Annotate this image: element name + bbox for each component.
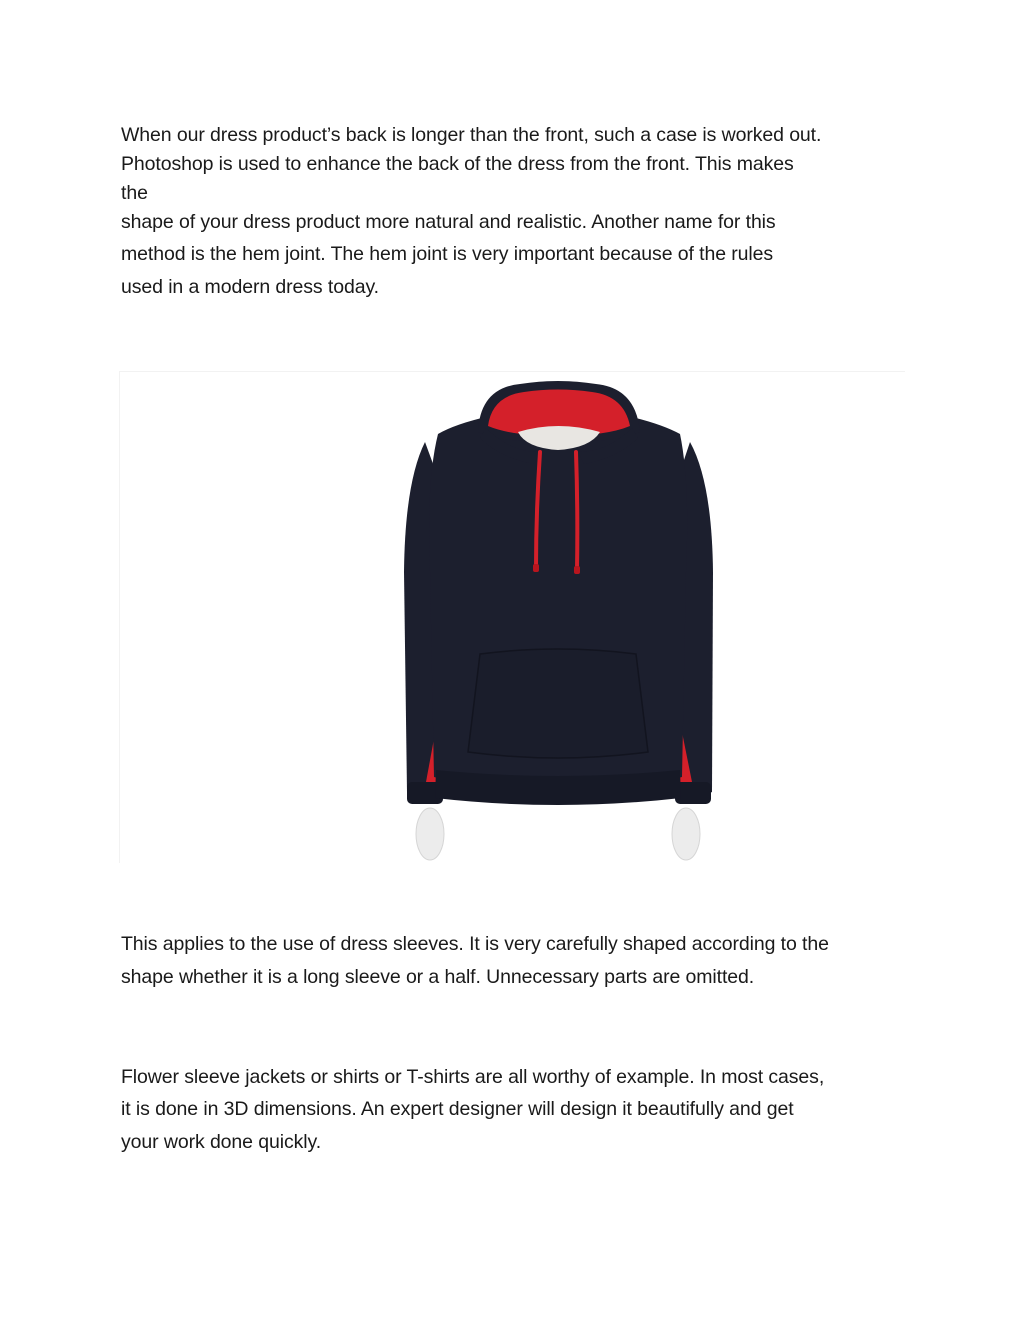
paragraph-2-line-1: This applies to the use of dress sleeves. It is very carefully shaped according to the bbox=[121, 933, 829, 955]
paragraph-1-line-2: Photoshop is used to enhance the back of the dress from the front. This makes bbox=[121, 153, 794, 175]
paragraph-2-line-2: shape whether it is a long sleeve or a half. Unnecessary parts are omitted. bbox=[121, 966, 755, 988]
paragraph-3-line-2: it is done in 3D dimensions. An expert designer will design it beautifully and get bbox=[121, 1098, 794, 1120]
paragraph-3-line-3: your work done quickly. bbox=[121, 1131, 322, 1153]
paragraph-1-line-3: the bbox=[121, 182, 148, 204]
paragraph-1-line-4: shape of your dress product more natural and realistic. Another name for this bbox=[121, 211, 776, 233]
paragraph-1-line-5: method is the hem joint. The hem joint is very important because of the rules bbox=[121, 243, 774, 265]
paragraph-3-line-1: Flower sleeve jackets or shirts or T-shirts are all worthy of example. In most cases, bbox=[121, 1066, 825, 1088]
paragraph-1-line-1: When our dress product’s back is longer than the front, such a case is worked out. bbox=[121, 124, 822, 146]
paragraph-1-line-6: used in a modern dress today. bbox=[121, 276, 379, 298]
hoodie-icon bbox=[120, 372, 906, 864]
hoodie-photo bbox=[119, 371, 905, 863]
